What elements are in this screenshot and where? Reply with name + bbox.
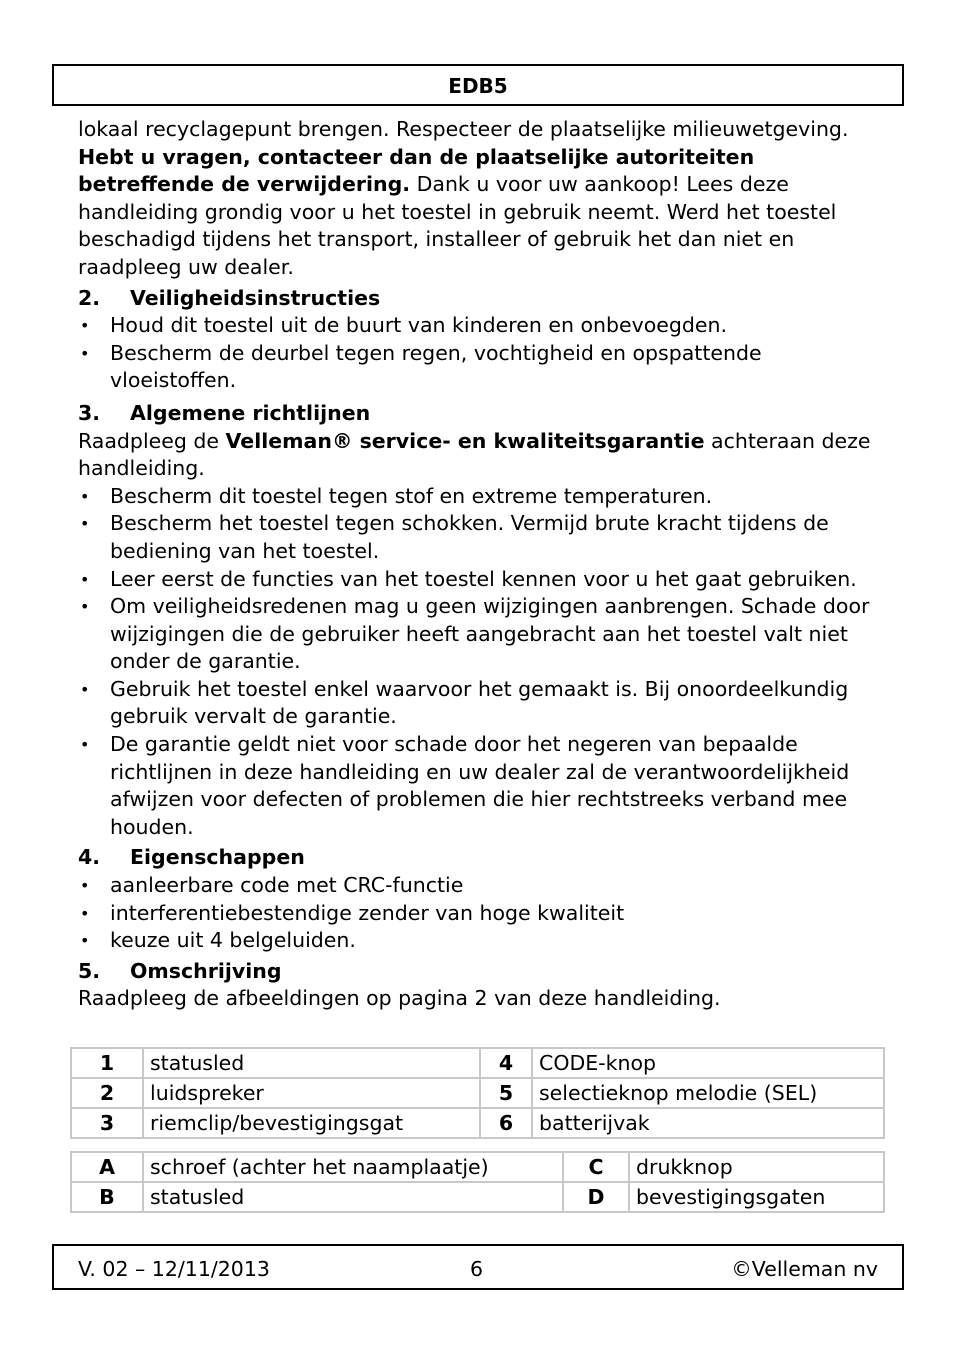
section-title: Algemene richtlijnen: [130, 400, 371, 425]
footer-version: V. 02 – 12/11/2013: [78, 1257, 270, 1281]
table-cell-label: statusled: [143, 1182, 563, 1212]
lead-text-post: achteraan deze handleiding.: [78, 428, 871, 481]
table-row: [71, 1048, 884, 1078]
table-row: [71, 1078, 884, 1108]
intro-paragraph: [78, 116, 878, 282]
table-cell-index: C: [563, 1152, 629, 1182]
table-row: [71, 1152, 884, 1182]
section-heading-4: [78, 844, 878, 872]
section-heading-3: [78, 400, 878, 428]
intro-bold-text: Hebt u vragen, contacteer dan de plaatselijke autoriteiten betreffende de verwijdering.: [78, 144, 755, 197]
section-title: Eigenschappen: [130, 845, 305, 870]
list-item: • Leer eerst de functies van het toestel kennen voor u het gaat gebruiken.: [78, 566, 878, 594]
intro-text-1: lokaal recyclagepunt brengen. Respecteer de plaatselijke milieuwetgeving.: [78, 117, 849, 141]
section-number: 2.: [78, 285, 101, 310]
intro-text-2: Dank u voor uw aankoop! Lees deze handleiding grondig voor u het toestel in gebruik neemt. Werd het toestel beschadigd tijdens het transport, installeer of gebruik het dan niet en raadpleeg uw dealer.: [78, 172, 837, 279]
page-footer: [52, 1244, 904, 1290]
table-cell-index: 2: [71, 1078, 143, 1108]
footer-page-number: 6: [470, 1257, 484, 1281]
table-cell-label: CODE-knop: [532, 1048, 884, 1078]
table-cell-index: 3: [71, 1108, 143, 1138]
table-cell-label: luidspreker: [143, 1078, 480, 1108]
list-item: • Houd dit toestel uit de buurt van kinderen en onbevoegden.: [78, 312, 878, 340]
list-item: • aanleerbare code met CRC-functie: [78, 872, 878, 900]
bullet-list-features: [78, 872, 878, 955]
header-title: EDB5: [448, 74, 508, 98]
section-title: Omschrijving: [130, 958, 282, 983]
parts-table-numbers: [70, 1047, 885, 1139]
table-cell-label: selectieknop melodie (SEL): [532, 1078, 884, 1108]
section-heading-5: [78, 958, 878, 986]
table-cell-index: 5: [480, 1078, 532, 1108]
footer-copyright: ©Velleman nv: [731, 1257, 878, 1281]
list-item: • Bescherm het toestel tegen schokken. Vermijd brute kracht tijdens de bediening van het toestel.: [78, 510, 878, 565]
list-item: • keuze uit 4 belgeluiden.: [78, 927, 878, 955]
table-cell-label: riemclip/bevestigingsgat: [143, 1108, 480, 1138]
table-cell-index: D: [563, 1182, 629, 1212]
section-number: 3.: [78, 400, 101, 425]
table-cell-label: drukknop: [629, 1152, 884, 1182]
section-heading-2: [78, 285, 878, 313]
list-item: • De garantie geldt niet voor schade door het negeren van bepaalde richtlijnen in deze handleiding en uw dealer zal de verantwoordelijkheid afwijzen voor defecten of problemen die hier rechtstreeks verband mee houden.: [78, 731, 878, 841]
table-cell-index: B: [71, 1182, 143, 1212]
table-cell-index: 1: [71, 1048, 143, 1078]
table-cell-index: A: [71, 1152, 143, 1182]
page-header: [52, 64, 904, 106]
bullet-list-guidelines: [78, 483, 878, 842]
section-number: 4.: [78, 845, 101, 870]
table-cell-label: statusled: [143, 1048, 480, 1078]
section-number: 5.: [78, 958, 101, 983]
section-lead: Raadpleeg de afbeeldingen op pagina 2 van deze handleiding.: [78, 986, 721, 1011]
lead-text-pre: Raadpleeg de: [78, 428, 226, 453]
bullet-list-safety: [78, 312, 878, 395]
section-lead: [78, 428, 878, 483]
list-item: • Bescherm de deurbel tegen regen, vochtigheid en opspattende vloeistoffen.: [78, 340, 878, 395]
page-content: [78, 116, 878, 1013]
table-cell-label: bevestigingsgaten: [629, 1182, 884, 1212]
table-cell-label: schroef (achter het naamplaatje): [143, 1152, 563, 1182]
table-cell-index: 4: [480, 1048, 532, 1078]
table-cell-index: 6: [480, 1108, 532, 1138]
table-row: [71, 1108, 884, 1138]
lead-text-bold: Velleman® service- en kwaliteitsgarantie: [225, 428, 705, 453]
section-title: Veiligheidsinstructies: [130, 285, 381, 310]
parts-table-letters: [70, 1151, 885, 1213]
table-row: [71, 1182, 884, 1212]
list-item: • Gebruik het toestel enkel waarvoor het gemaakt is. Bij onoordeelkundig gebruik vervalt de garantie.: [78, 676, 878, 731]
list-item: • Bescherm dit toestel tegen stof en extreme temperaturen.: [78, 483, 878, 511]
list-item: • interferentiebestendige zender van hoge kwaliteit: [78, 900, 878, 928]
table-cell-label: batterijvak: [532, 1108, 884, 1138]
list-item: • Om veiligheidsredenen mag u geen wijzigingen aanbrengen. Schade door wijzigingen die de gebruiker heeft aangebracht aan het toestel valt niet onder de garantie.: [78, 593, 878, 676]
